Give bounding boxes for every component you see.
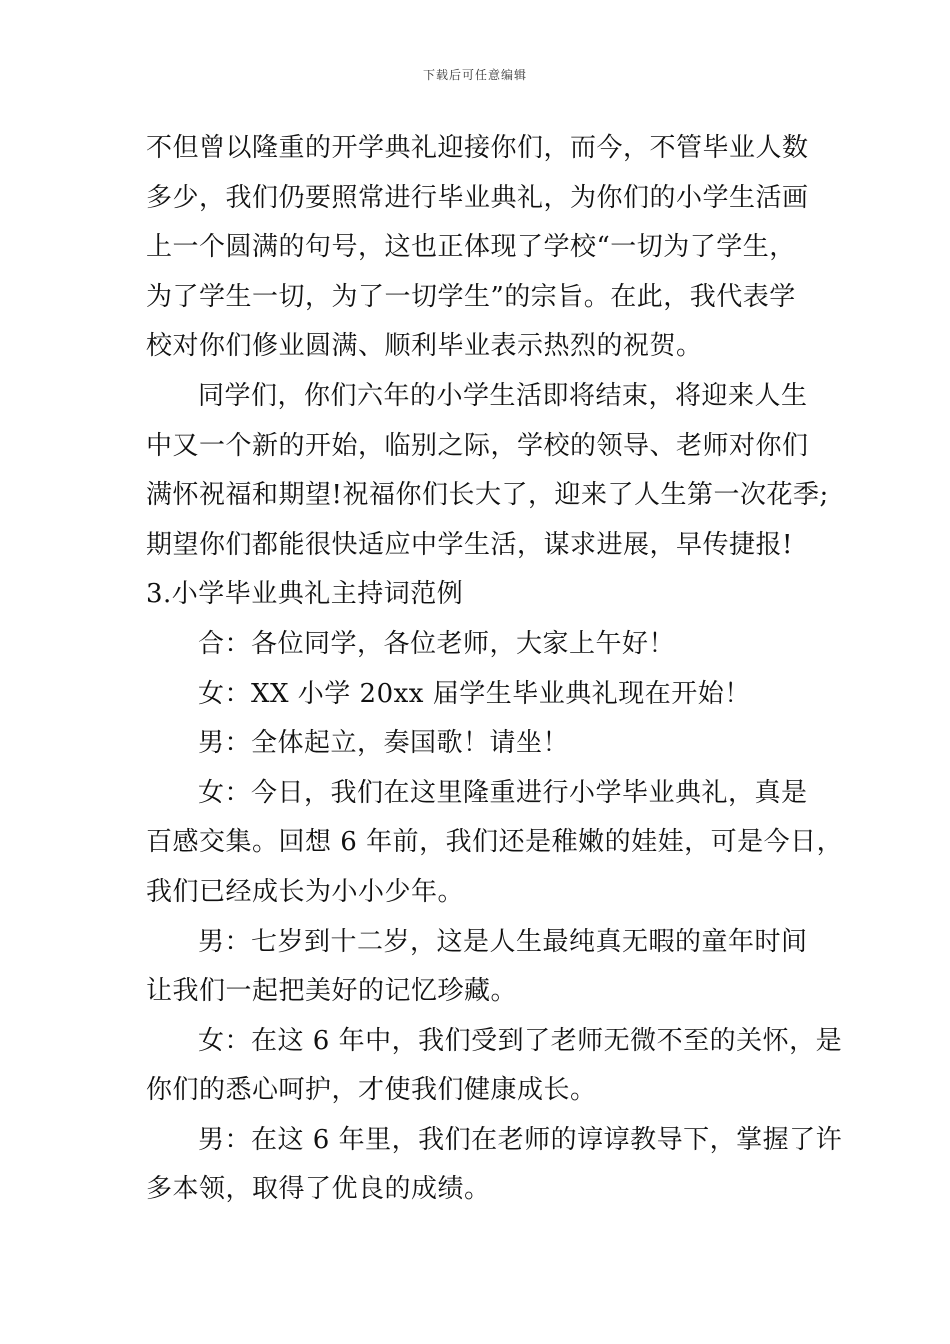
text-line: 多本领，取得了优良的成绩。: [146, 1174, 491, 1205]
text-line: 男：全体起立，奏国歌！请坐！: [198, 728, 570, 759]
text-line: 我们已经成长为小小少年。: [146, 876, 465, 907]
text-line: 满怀祝福和期望!祝福你们长大了，迎来了人生第一次花季;: [146, 480, 829, 511]
text-line: 让我们一起把美好的记忆珍藏。: [146, 976, 518, 1007]
section-heading: 3.小学毕业典礼主持词范例: [146, 579, 464, 610]
text-line: 为了学生一切，为了一切学生”的宗旨。在此，我代表学: [146, 281, 796, 312]
text-line: 男：在这 6 年里，我们在老师的谆谆教导下，掌握了许: [198, 1124, 843, 1155]
text-line: 校对你们修业圆满、顺利毕业表示热烈的祝贺。: [146, 331, 703, 362]
text-line: 中又一个新的开始，临别之际，学校的领导、老师对你们: [146, 430, 809, 461]
text-line: 多少，我们仍要照常进行毕业典礼，为你们的小学生活画: [146, 182, 809, 213]
text-line: 女：在这 6 年中，我们受到了老师无微不至的关怀，是: [198, 1025, 843, 1056]
text-line: 不但曾以隆重的开学典礼迎接你们，而今，不管毕业人数: [146, 133, 809, 163]
text-line: 百感交集。回想 6 年前，我们还是稚嫩的娃娃，可是今日，: [146, 827, 844, 858]
text-line: 同学们，你们六年的小学生活即将结束，将迎来人生: [198, 380, 808, 411]
text-line: 合：各位同学，各位老师，大家上午好！: [198, 628, 676, 659]
document-body: [146, 124, 844, 1215]
text-line: 男：七岁到十二岁，这是人生最纯真无暇的童年时间: [198, 926, 808, 957]
header-note: 下载后可任意编辑: [422, 68, 527, 82]
text-line: 期望你们都能很快适应中学生活，谋求进展，早传捷报!: [146, 529, 793, 560]
text-line: 上一个圆满的句号，这也正体现了学校“一切为了学生，: [146, 232, 796, 263]
text-line: 女：XX 小学 20xx 届学生毕业典礼现在开始！: [198, 678, 751, 709]
text-line: 女：今日，我们在这里隆重进行小学毕业典礼，真是: [198, 777, 808, 808]
text-line: 你们的悉心呵护，才使我们健康成长。: [146, 1075, 597, 1106]
